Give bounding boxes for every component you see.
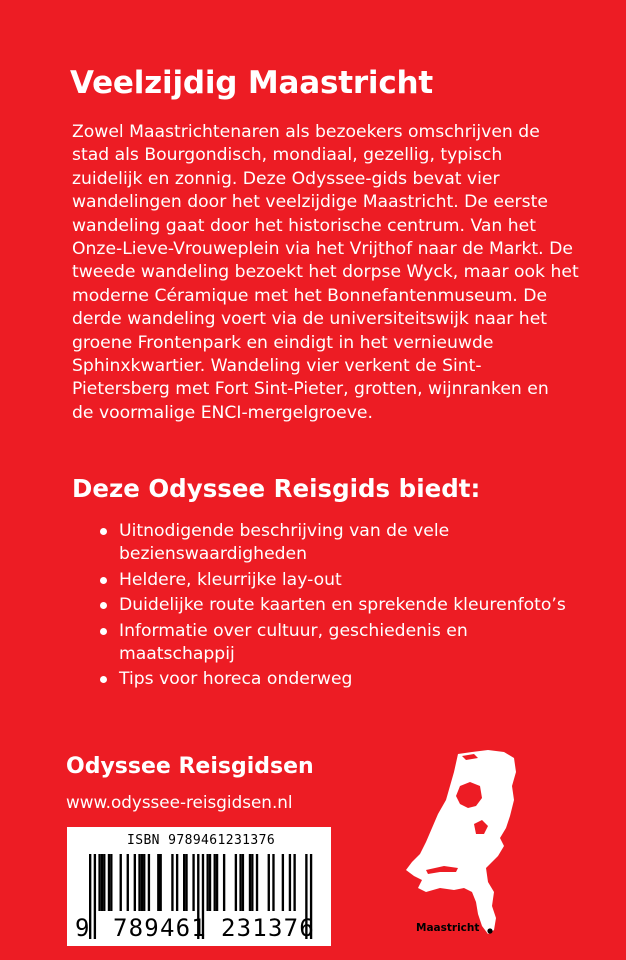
bullet-icon [100, 602, 107, 609]
isbn-right-group: 231376 [221, 914, 315, 942]
barcode-bar [216, 854, 218, 911]
barcode-bar [268, 854, 270, 911]
list-item: Heldere, kleurrijke lay-out [100, 569, 610, 592]
barcode-bar [138, 854, 140, 911]
barcode-bar [108, 854, 110, 911]
barcode-bar [157, 854, 159, 911]
barcode-bar [148, 854, 150, 911]
list-item: Informatie over cultuur, geschiedenis en maatschappij [100, 620, 610, 667]
barcode-bar [209, 854, 211, 911]
isbn-first-digit: 9 [75, 914, 90, 942]
barcode-bar [110, 854, 112, 911]
barcode-bar [235, 854, 237, 911]
barcode-bar [251, 854, 253, 911]
barcode-bar [242, 854, 244, 911]
barcode-bar [98, 854, 100, 911]
list-item: Duidelijke route kaarten en sprekende kleurenfoto’s [100, 594, 610, 617]
features-list [100, 520, 610, 694]
barcode-bar [143, 854, 145, 911]
isbn-label: ISBN 9789461231376 [127, 833, 276, 848]
barcode-bar [101, 854, 103, 911]
bullet-icon [100, 628, 107, 635]
website-link[interactable]: www.odyssee-reisgidsen.nl [66, 792, 293, 812]
barcode-bar [256, 854, 258, 911]
intro-paragraph: Zowel Maastrichtenaren als bezoekers omschrijven de stad als Bourgondisch, mondiaal, gezellig, typisch zuidelijk en zonnig. Deze Odyssee-gids bevat vier wandelingen door het veelzijdige Maastricht. De eerste wandeling gaat door het historische centrum. Van het Onze-Lieve-Vrouweplein via het Vrijthof naar de Markt. De tweede wandeling bezoekt het dorpse Wyck, maar ook het moderne Céramique met het Bonnefantenmuseum. De derde wandeling voert via de universiteitswijk naar het groene Frontenpark en eindigt in het vernieuwde Sphinxkwartier. Wandeling vier verkent de Sint- Pietersberg met Fort Sint-Pieter, grotten, wijnranken en de voormalige ENCI-mergelgroeve. [72, 122, 579, 423]
barcode-bar [192, 854, 194, 911]
barcode-bar [171, 854, 173, 911]
barcode [67, 827, 331, 946]
barcode-bar [160, 854, 162, 911]
barcode-bar [272, 854, 274, 911]
barcode-bar [120, 854, 122, 911]
barcode-bar [94, 854, 96, 939]
barcode-bar [185, 854, 187, 911]
list-item: Uitnodigende beschrijving van de vele bezienswaardigheden [100, 520, 610, 567]
barcode-bar [223, 854, 225, 911]
bullet-icon [100, 528, 107, 535]
isbn-left-group: 789461 [113, 914, 207, 942]
page-title: Veelzijdig Maastricht [70, 65, 434, 101]
bullet-icon [100, 676, 107, 683]
barcode-bar [239, 854, 241, 911]
barcode-bar [127, 854, 129, 911]
barcode-bar [103, 854, 105, 911]
barcode-bar [249, 854, 251, 911]
netherlands-map-icon [396, 742, 526, 952]
barcode-bar [134, 854, 136, 911]
barcode-bar [207, 854, 209, 911]
barcode-bar [214, 854, 216, 911]
barcode-bar [293, 854, 295, 911]
publisher-name: Odyssee Reisgidsen [66, 754, 314, 779]
list-item: Tips voor horeca onderweg [100, 668, 610, 691]
barcode-bar [289, 854, 291, 911]
features-heading: Deze Odyssee Reisgids biedt: [72, 474, 481, 503]
barcode-bar [183, 854, 185, 911]
barcode-bar [282, 854, 284, 911]
barcode-bar [176, 854, 178, 911]
bullet-icon [100, 577, 107, 584]
barcode-bar [141, 854, 143, 911]
map-label: Maastricht [416, 922, 480, 934]
